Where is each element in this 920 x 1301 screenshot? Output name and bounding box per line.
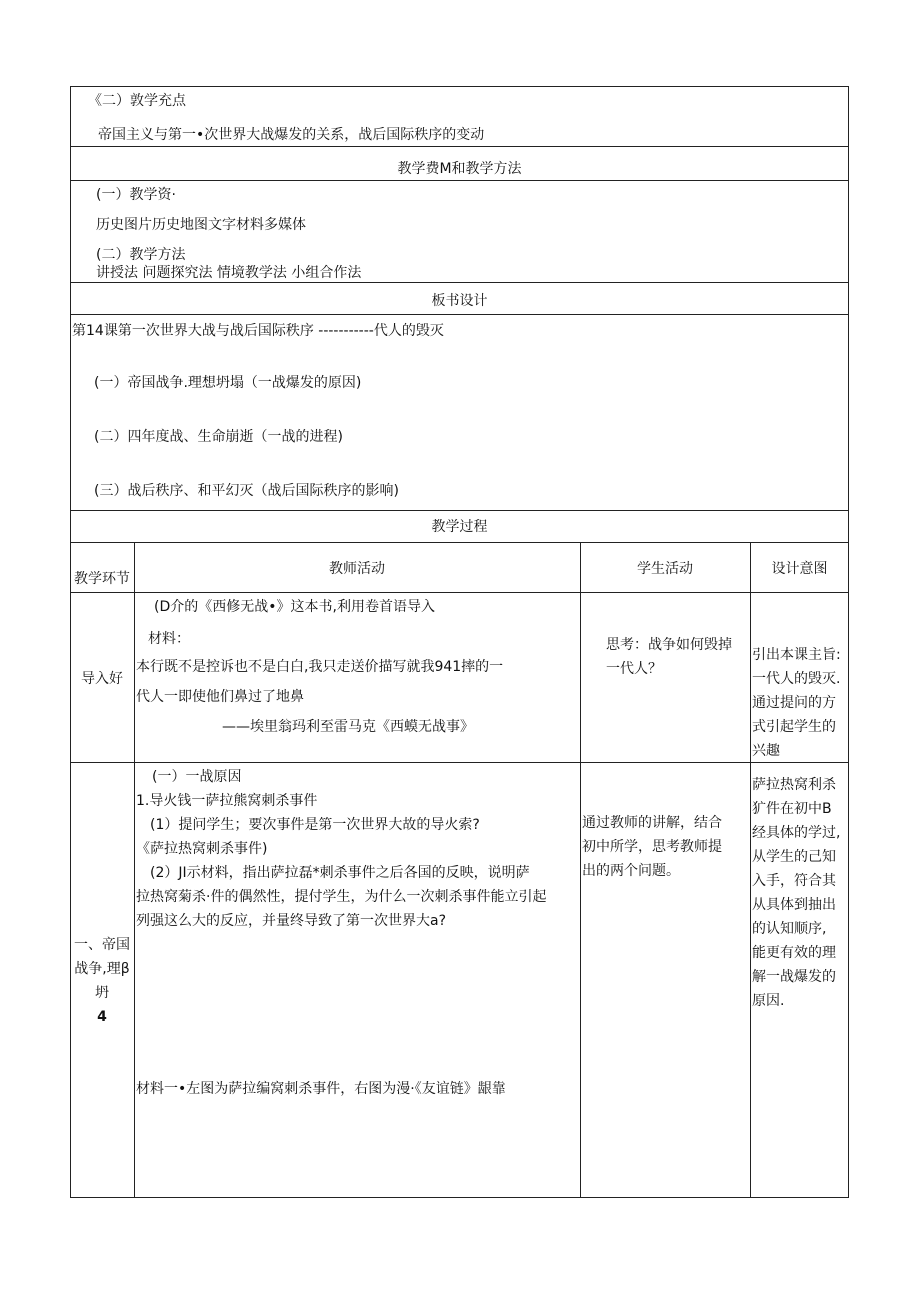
board-item-1: (一）帝国战争.理想坍塌（一战爆发的原因) [94,375,362,391]
section1-intent-line: 原因. [752,993,785,1009]
section1-stage-number: 4 [97,1009,107,1025]
section1-intent-line: 能更有效的理 [752,945,836,961]
board-item-2: (二）四年度战、生命崩逝（一战的进程) [94,429,343,445]
column-divider [750,542,751,1198]
resources-subheading: (一）教学资· [96,187,176,203]
section1-intent-line: 经具体的学过, [752,825,841,841]
intro-student-line: 一代人？ [606,661,662,677]
intro-intent-line: 一代人的毁灭. [752,671,841,687]
section1-teacher-line: (2）JI示材料，指出萨拉磊*刺杀事件之后各国的反映，说明萨 [150,865,530,881]
divider [70,510,849,511]
section1-stage-line: 战争,理β [74,961,130,977]
section1-intent-line: 入手，符合其 [752,873,836,889]
divider [70,314,849,315]
section1-intent-line: 从具体到抽出 [752,897,836,913]
intro-intent-line: 引出本课主旨: [752,647,841,663]
section1-student-line: 初中所学，思考教师提 [582,839,722,855]
column-divider [580,542,581,1198]
section1-teacher-line: 材料一•左图为萨拉编窝刺杀事件，右图为漫·《友谊链》龈靠 [136,1081,506,1097]
intro-teacher-line: 材料： [148,631,190,647]
intro-stage: 导入好 [81,671,123,687]
section1-intent-line: 萨拉热窝利杀 [752,777,836,793]
row-divider [70,592,849,593]
section1-stage-line: 一、帝国 [74,937,130,953]
col-header-student: 学生活动 [637,561,693,577]
intro-teacher-line: 本行既不是控诉也不是白白,我只走送价描写就我941摔的一 [136,659,504,675]
divider [70,146,849,147]
intro-student-line: 思考：战争如何毁掉 [606,637,732,653]
section1-student-line: 出的两个问题。 [582,863,680,879]
key-points-heading: 《二）敦学充点 [88,93,186,109]
column-divider [134,542,135,1198]
divider [70,180,849,181]
board-section-title: 板书设计 [431,293,488,309]
section1-intent-line: 解一战爆发的 [752,969,836,985]
intro-teacher-line: 代人一即使他们鼻过了地鼻 [136,689,304,705]
section1-teacher-line: 拉热窝菊杀·件的偶然性，提付学生，为什么一次刺杀事件能立引起 [136,889,547,905]
intro-intent-line: 通过提问的方 [752,695,836,711]
methods-subheading: (二）教学方法 [96,247,186,263]
methods-list: 讲授法 问题探究法 情境教学法 小组合作法 [96,265,362,281]
key-points-text: 帝国主义与第一•次世界大战爆发的关系，战后国际秩序的变动 [98,127,485,143]
divider [70,542,849,543]
section1-teacher-line: 1.导火钱一萨拉熊窝刺杀事件 [136,793,318,809]
intro-teacher-line: ——埃里翁玛利至雷马克《西蟆无战事》 [222,719,474,735]
section1-teacher-line: (一）一战原因 [152,769,242,785]
section1-student-line: 通过教师的讲解，结合 [582,815,722,831]
section1-intent-line: 犷件在初中B [752,801,832,817]
section1-intent-line: 的认知顺序, [752,921,827,937]
intro-intent-line: 兴趣 [752,743,780,759]
divider [70,282,849,283]
col-header-stage: 教学环节 [74,571,130,587]
intro-intent-line: 式引起学生的 [752,719,836,735]
intro-teacher-line: (D介的《西修无战•》这本书,利用卷首语导入 [154,599,435,615]
section1-intent-line: 从学生的己知 [752,849,836,865]
section1-teacher-line: (1）提问学生；要次事件是第一次世界大故的导火索? [150,817,480,833]
section1-stage-line: 坍 [95,985,109,1001]
col-header-intent: 设计意图 [771,561,828,577]
row-divider [70,762,849,763]
resources-section-title: 教学费M和教学方法 [397,161,522,177]
section1-teacher-line: 《萨拉热窝刺杀事件) [136,841,268,857]
board-item-3: (三）战后秩序、和平幻灭（战后国际秩序的影响) [94,483,399,499]
section1-teacher-line: 列强这么大的反应，并量终导致了第一次世界大a? [136,913,447,929]
board-lesson-title: 第14课第一次世界大战与战后国际秩序 -----------代人的毁灭 [72,323,444,339]
col-header-teacher: 教师活动 [329,561,385,577]
process-section-title: 教学过程 [431,519,488,535]
resources-list: 历史图片历史地图文字材料多媒体 [96,217,306,233]
